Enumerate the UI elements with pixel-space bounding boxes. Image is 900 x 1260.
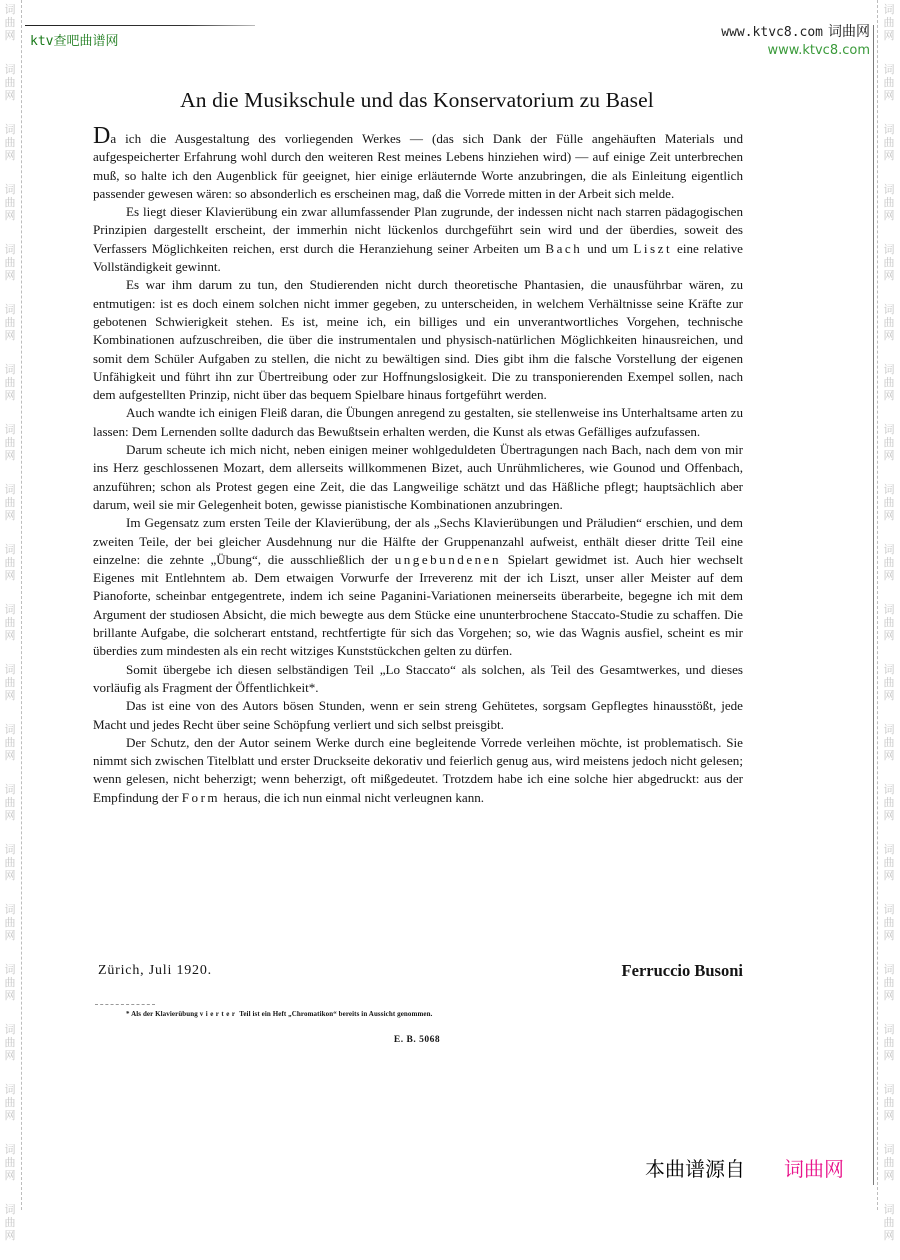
- watermark-glyph: 词: [883, 603, 895, 616]
- watermark-glyph: 曲: [4, 556, 16, 569]
- paragraph-text: und um: [582, 240, 634, 256]
- watermark-glyph: 词: [4, 543, 16, 556]
- watermark-glyph: 网: [4, 389, 16, 402]
- source-label: 本曲谱源自: [645, 1157, 745, 1181]
- watermark-glyph: 词: [4, 963, 16, 976]
- watermark-group: [0, 660, 20, 720]
- watermark-glyph: 曲: [4, 1096, 16, 1109]
- watermark-glyph: 网: [4, 329, 16, 342]
- watermark-glyph: 词: [883, 303, 895, 316]
- watermark-group: [0, 420, 20, 480]
- watermark-glyph: 词: [883, 1203, 895, 1216]
- watermark-group: [879, 720, 899, 780]
- paragraph-text: Es liegt dieser Klavierübung ein zwar allumfassender Plan zugrunde, der indessen nicht nach starren pädagogischen Prinzipien dargestellt erscheint, der immerhin nicht lückenlos durchgeführt sein wird und der überdies, soweit des Verfassers Möglichkeiten reichen, erst durch die Heranziehung seiner Arbeiten um: [93, 204, 743, 256]
- watermark-glyph: 网: [883, 1169, 895, 1182]
- watermark-glyph: 词: [883, 3, 895, 16]
- watermark-glyph: 词: [883, 723, 895, 736]
- watermark-glyph: 曲: [883, 256, 895, 269]
- watermark-glyph: 网: [883, 29, 895, 42]
- watermark-glyph: 曲: [883, 676, 895, 689]
- watermark-group: [0, 780, 20, 840]
- watermark-glyph: 词: [883, 363, 895, 376]
- watermark-glyph: 曲: [4, 376, 16, 389]
- watermark-group: [879, 240, 899, 300]
- header-rule: [25, 25, 255, 26]
- watermark-glyph: 曲: [4, 136, 16, 149]
- watermark-glyph: 曲: [883, 1036, 895, 1049]
- watermark-glyph: 网: [883, 1049, 895, 1062]
- watermark-glyph: 词: [883, 63, 895, 76]
- watermark-glyph: 词: [883, 483, 895, 496]
- watermark-glyph: 网: [883, 869, 895, 882]
- watermark-glyph: 网: [4, 89, 16, 102]
- watermark-group: [879, 660, 899, 720]
- watermark-glyph: 网: [883, 989, 895, 1002]
- watermark-glyph: 曲: [4, 256, 16, 269]
- watermark-glyph: 网: [883, 809, 895, 822]
- paragraph-text: Spielart gewidmet ist. Auch hier wechselt Eigenes mit Entlehntem ab. Dem etwaigen Vorwurfe der Irreverenz mit der ich Liszt, unser aller Meister auf dem Pianoforte, scheinbar entgegentrete, indem ich seine Paganini-Variationen meinerseits überarbeite, begegne ich mit dem Argument der studiosen Absicht, die mich bewegte aus dem Stücke eine ununterbrochene Staccato-Studie zu schaffen. Die brillante Aufgabe, die solcherart entstand, rechtfertigte für sich das Vorgehen; so, wie das Wagnis ausfiel, scheint es mir überdies zum mindesten als ein recht witziges Kunststückchen gelten zu dürfen.: [93, 551, 743, 659]
- watermark-glyph: 词: [4, 483, 16, 496]
- watermark-glyph: 词: [883, 963, 895, 976]
- watermark-glyph: 词: [883, 123, 895, 136]
- watermark-group: [879, 780, 899, 840]
- watermark-glyph: 词: [4, 843, 16, 856]
- watermark-glyph: 曲: [4, 16, 16, 29]
- watermark-glyph: 曲: [4, 916, 16, 929]
- watermark-glyph: 网: [883, 569, 895, 582]
- paragraph-7: Somit übergebe ich diesen selbständigen Teil „Lo Staccato“ als solchen, als Teil des Gesamtwerkes, und dieses vorläufig als Fragment der Öffentlichkeit*.: [93, 661, 743, 695]
- emphasis-ungebundenen: ungebundenen: [394, 551, 502, 567]
- watermark-group: [0, 840, 20, 900]
- watermark-glyph: 网: [883, 1109, 895, 1122]
- watermark-glyph: 词: [4, 183, 16, 196]
- watermark-group: [879, 360, 899, 420]
- watermark-glyph: 词: [4, 1083, 16, 1096]
- watermark-glyph: 词: [4, 1143, 16, 1156]
- watermark-group: [879, 540, 899, 600]
- page-edge-line: [873, 25, 874, 1185]
- watermark-glyph: 词: [4, 723, 16, 736]
- paragraph-text: Der Schutz, den der Autor seinem Werke durch eine begleitende Vorrede verleihen möchte, ist problematisch. Sie nimmt sich zwischen Titelblatt und erster Druckseite dekorativ und feierlich genug aus, wird meistens jedoch nicht gelesen; wenn gelesen, nicht beherzigt; wenn beherzigt, oft mißgedeutet. Trotzdem habe ich eine solche hier abgedruckt: aus der Empfindung der: [93, 734, 743, 805]
- paragraph-4: Auch wandte ich einigen Fleiß daran, die Übungen anregend zu gestalten, sie stellenweise ins Unterhaltsame arten zu lassen: Dem Lernenden sollte dadurch das Bewußtsein erhalten werden, die Kunst als etwas Gefälliges aufzufassen.: [93, 405, 743, 439]
- watermark-glyph: 词: [883, 1023, 895, 1036]
- watermark-glyph: 网: [883, 329, 895, 342]
- watermark-group: [879, 420, 899, 480]
- watermark-glyph: 曲: [883, 976, 895, 989]
- watermark-glyph: 词: [883, 1083, 895, 1096]
- watermark-group: [0, 120, 20, 180]
- watermark-glyph: 曲: [4, 736, 16, 749]
- paragraph-text: heraus, die ich nun einmal nicht verleugnen kann.: [220, 789, 485, 805]
- watermark-glyph: 词: [4, 783, 16, 796]
- footnote-rule: [95, 1004, 155, 1005]
- watermark-glyph: 词: [883, 183, 895, 196]
- watermark-glyph: 曲: [883, 136, 895, 149]
- watermark-group: [0, 360, 20, 420]
- watermark-glyph: 曲: [4, 1036, 16, 1049]
- watermark-group: [0, 960, 20, 1020]
- watermark-group: [0, 900, 20, 960]
- watermark-glyph: 词: [883, 783, 895, 796]
- footnote: [126, 1010, 432, 1018]
- site-watermark-right-line: [721, 24, 870, 41]
- name-bach: Bach: [545, 240, 583, 256]
- footnote-text: Teil ist ein Heft „Chromatikon“ bereits in Aussicht genommen.: [237, 1010, 433, 1018]
- paragraph-3: Es war ihm darum zu tun, den Studierenden nicht durch theoretische Phantasien, die unausführbar wären, zu entmutigen: ist es doch einem solchen nicht immer gegeben, zu unterscheiden, in welchem Verhältnisse seine Kräfte zur gebotenen Schwierigkeit stehen. Es ist, meine ich, ein billiges und ein unverantwortliches Vorgehen, technische Kombinationen aufzuschreiben, die über die instrumentalen und physisch-natürlichen Möglichkeiten hinausreichen, und somit dem Schüler Aufgaben zu stellen, die nicht zu bewältigen sind. Dies gibt ihm die falsche Vorstellung der eigenen Unfähigkeit und führt ihn zur Übertreibung oder zur Hoffnungslosigkeit. Die zu transponierenden Exempel sollen, nach dem aufgestellten Prinzip, nicht über das bequem Spielbare hinaus fortgeführt werden.: [93, 277, 743, 403]
- watermark-glyph: 词: [883, 423, 895, 436]
- watermark-glyph: 网: [4, 449, 16, 462]
- watermark-glyph: 网: [4, 629, 16, 642]
- watermark-group: [879, 1140, 899, 1200]
- watermark-glyph: 曲: [4, 616, 16, 629]
- paragraph-8: Das ist eine von des Autors bösen Stunden, wenn er sein streng Gehütetes, sorgsam Gepflegtes hinausstößt, jede Macht und jedes Recht über seine Schöpfung verliert und sich selbst preisgibt.: [93, 698, 743, 732]
- watermark-group: [879, 840, 899, 900]
- watermark-group: [879, 0, 899, 60]
- paragraph-text: Im Gegensatz zum ersten Teile der Klavierübung, der als „Sechs Klavierübungen und Präludien“ erschien, und dem zweiten Teile, der bei gleicher Ausdehnung nur die Hälfte der Gruppenanzahl aufweist, enthält dieser dritte Teil eine einzelne: die zehnte „Übung“, die ausschließlich der: [93, 515, 743, 567]
- watermark-glyph: 词: [883, 843, 895, 856]
- watermark-glyph: 网: [4, 689, 16, 702]
- watermark-glyph: 网: [883, 1229, 895, 1242]
- watermark-glyph: 网: [883, 749, 895, 762]
- watermark-group: [0, 1020, 20, 1080]
- watermark-group: [879, 60, 899, 120]
- watermark-glyph: 曲: [883, 1096, 895, 1109]
- paragraph-text: a ich die Ausgestaltung des vorliegenden Werkes — (das sich Dank der Fülle angehäuften Materials und aufgespeicherter Erfahrung wohl durch den weiteren Rest meines Lebens hinziehen wird) — auf einige Zeit unterbrechen muß, so halte ich den Augenblick für geeignet, hier einige erläuternde Worte anzubringen, die als Einleitung eigentlich passender gewesen wären: so absonderlich es erscheinen mag, daß die Vorrede mitten in der Arbeit sich melde.: [93, 131, 743, 201]
- site-watermark-url-ghost: www.ktvc8.com: [767, 43, 870, 58]
- watermark-glyph: 曲: [883, 616, 895, 629]
- watermark-glyph: 曲: [883, 16, 895, 29]
- watermark-glyph: 网: [4, 989, 16, 1002]
- watermark-glyph: 词: [883, 903, 895, 916]
- watermark-group: [879, 600, 899, 660]
- document-title: An die Musikschule und das Konservatorium zu Basel: [180, 88, 654, 112]
- watermark-glyph: 曲: [4, 796, 16, 809]
- margin-dashed-line-right: [877, 0, 878, 1210]
- watermark-group: [879, 120, 899, 180]
- watermark-glyph: 网: [883, 509, 895, 522]
- watermark-group: [879, 1080, 899, 1140]
- preface-body: [93, 123, 743, 807]
- watermark-group: [0, 600, 20, 660]
- watermark-glyph: 曲: [4, 496, 16, 509]
- watermark-glyph: 词: [4, 663, 16, 676]
- watermark-glyph: 网: [4, 149, 16, 162]
- site-watermark-url: www.ktvc8.com: [721, 25, 823, 40]
- watermark-glyph: 词: [4, 363, 16, 376]
- watermark-glyph: 曲: [883, 1156, 895, 1169]
- watermark-glyph: 曲: [4, 436, 16, 449]
- watermark-glyph: 网: [883, 89, 895, 102]
- watermark-glyph: 网: [883, 209, 895, 222]
- watermark-glyph: 网: [4, 569, 16, 582]
- drop-cap: D: [93, 123, 111, 149]
- watermark-glyph: 网: [4, 269, 16, 282]
- watermark-glyph: 曲: [883, 316, 895, 329]
- paragraph-9: [93, 734, 743, 807]
- watermark-glyph: 网: [4, 29, 16, 42]
- watermark-glyph: 网: [883, 449, 895, 462]
- watermark-group: [879, 300, 899, 360]
- watermark-glyph: 网: [4, 509, 16, 522]
- name-liszt: Liszt: [633, 240, 673, 256]
- watermark-glyph: 网: [883, 689, 895, 702]
- watermark-glyph: 词: [4, 123, 16, 136]
- watermark-glyph: 曲: [4, 76, 16, 89]
- author-signature: Ferruccio Busoni: [621, 961, 743, 980]
- watermark-glyph: 网: [4, 1109, 16, 1122]
- watermark-glyph: 曲: [4, 1156, 16, 1169]
- paragraph-5: Darum scheute ich mich nicht, neben einigen meiner wohlgeduldeten Übertragungen nach Bach, nach dem von mir ins Herz geschlossenen Mozart, dem allerseits willkommenen Bizet, auch Unrühmlicheres, wie Gounod und Offenbach, anzuführen; schon als Protest gegen eine Zeit, die das Langweilige schätzt und das Häßliche pflegt; hauptsächlich aber darum, weil sie mir Gelegenheit boten, gewisse pianistische Kombinationen anzubringen.: [93, 442, 743, 512]
- watermark-glyph: 网: [883, 389, 895, 402]
- watermark-glyph: 网: [883, 269, 895, 282]
- watermark-glyph: 曲: [883, 376, 895, 389]
- watermark-glyph: 曲: [4, 976, 16, 989]
- watermark-group: [0, 1200, 20, 1260]
- watermark-glyph: 网: [883, 629, 895, 642]
- watermark-glyph: 网: [4, 1169, 16, 1182]
- margin-dashed-line-left: [21, 0, 22, 1210]
- watermark-glyph: 曲: [883, 436, 895, 449]
- watermark-glyph: 词: [4, 603, 16, 616]
- watermark-glyph: 词: [883, 663, 895, 676]
- source-brand-link[interactable]: 词曲网: [784, 1157, 844, 1181]
- watermark-group: [879, 180, 899, 240]
- paragraph-6: [93, 514, 743, 660]
- watermark-group: [0, 300, 20, 360]
- watermark-glyph: 曲: [883, 856, 895, 869]
- watermark-glyph: 网: [4, 929, 16, 942]
- watermark-glyph: 曲: [4, 856, 16, 869]
- watermark-glyph: 词: [4, 3, 16, 16]
- paragraph-2: [93, 203, 743, 276]
- watermark-glyph: 曲: [4, 316, 16, 329]
- watermark-glyph: 词: [4, 903, 16, 916]
- site-watermark-left: ktv查吧曲谱网: [30, 34, 119, 49]
- watermark-glyph: 曲: [883, 496, 895, 509]
- watermark-group: [0, 240, 20, 300]
- paragraph-1: [93, 123, 743, 203]
- watermark-glyph: 词: [883, 243, 895, 256]
- watermark-glyph: 网: [4, 1229, 16, 1242]
- emphasis-form: Form: [181, 789, 221, 805]
- site-watermark-cn: 词曲网: [828, 24, 870, 40]
- watermark-glyph: 曲: [883, 1216, 895, 1229]
- edition-number: E. B. 5068: [393, 1035, 441, 1045]
- watermark-group: [0, 1080, 20, 1140]
- watermark-group: [879, 1020, 899, 1080]
- watermark-glyph: 网: [4, 749, 16, 762]
- watermark-glyph: 词: [4, 423, 16, 436]
- watermark-glyph: 网: [4, 1049, 16, 1062]
- watermark-glyph: 词: [4, 1203, 16, 1216]
- watermark-glyph: 词: [4, 63, 16, 76]
- watermark-glyph: 词: [4, 243, 16, 256]
- watermark-glyph: 词: [4, 1023, 16, 1036]
- site-watermark-right: [670, 24, 870, 59]
- watermark-glyph: 曲: [883, 196, 895, 209]
- watermark-group: [879, 1200, 899, 1260]
- watermark-group: [0, 0, 20, 60]
- watermark-group: [0, 1140, 20, 1200]
- watermark-glyph: 网: [4, 209, 16, 222]
- watermark-group: [879, 480, 899, 540]
- watermark-glyph: 曲: [883, 796, 895, 809]
- watermark-column-right: [879, 0, 899, 1242]
- watermark-glyph: 曲: [883, 916, 895, 929]
- watermark-glyph: 词: [883, 1143, 895, 1156]
- watermark-group: [0, 480, 20, 540]
- watermark-glyph: 网: [883, 149, 895, 162]
- place-date: Zürich, Juli 1920.: [98, 963, 212, 978]
- watermark-glyph: 网: [4, 809, 16, 822]
- watermark-glyph: 曲: [883, 556, 895, 569]
- watermark-group: [0, 540, 20, 600]
- paragraph-text: eine relative Vollständigkeit gewinnt.: [93, 240, 743, 275]
- watermark-glyph: 词: [4, 303, 16, 316]
- watermark-column-left: [0, 0, 20, 1242]
- watermark-glyph: 曲: [4, 676, 16, 689]
- watermark-glyph: 曲: [883, 76, 895, 89]
- watermark-group: [879, 900, 899, 960]
- watermark-glyph: 网: [4, 869, 16, 882]
- emphasis-vierter: vierter: [199, 1010, 238, 1018]
- footnote-text: * Als der Klavierübung: [126, 1010, 200, 1018]
- watermark-glyph: 曲: [883, 736, 895, 749]
- watermark-glyph: 词: [883, 543, 895, 556]
- watermark-glyph: 曲: [4, 1216, 16, 1229]
- watermark-glyph: 曲: [4, 196, 16, 209]
- watermark-group: [879, 960, 899, 1020]
- watermark-group: [0, 180, 20, 240]
- watermark-group: [0, 720, 20, 780]
- watermark-glyph: 网: [883, 929, 895, 942]
